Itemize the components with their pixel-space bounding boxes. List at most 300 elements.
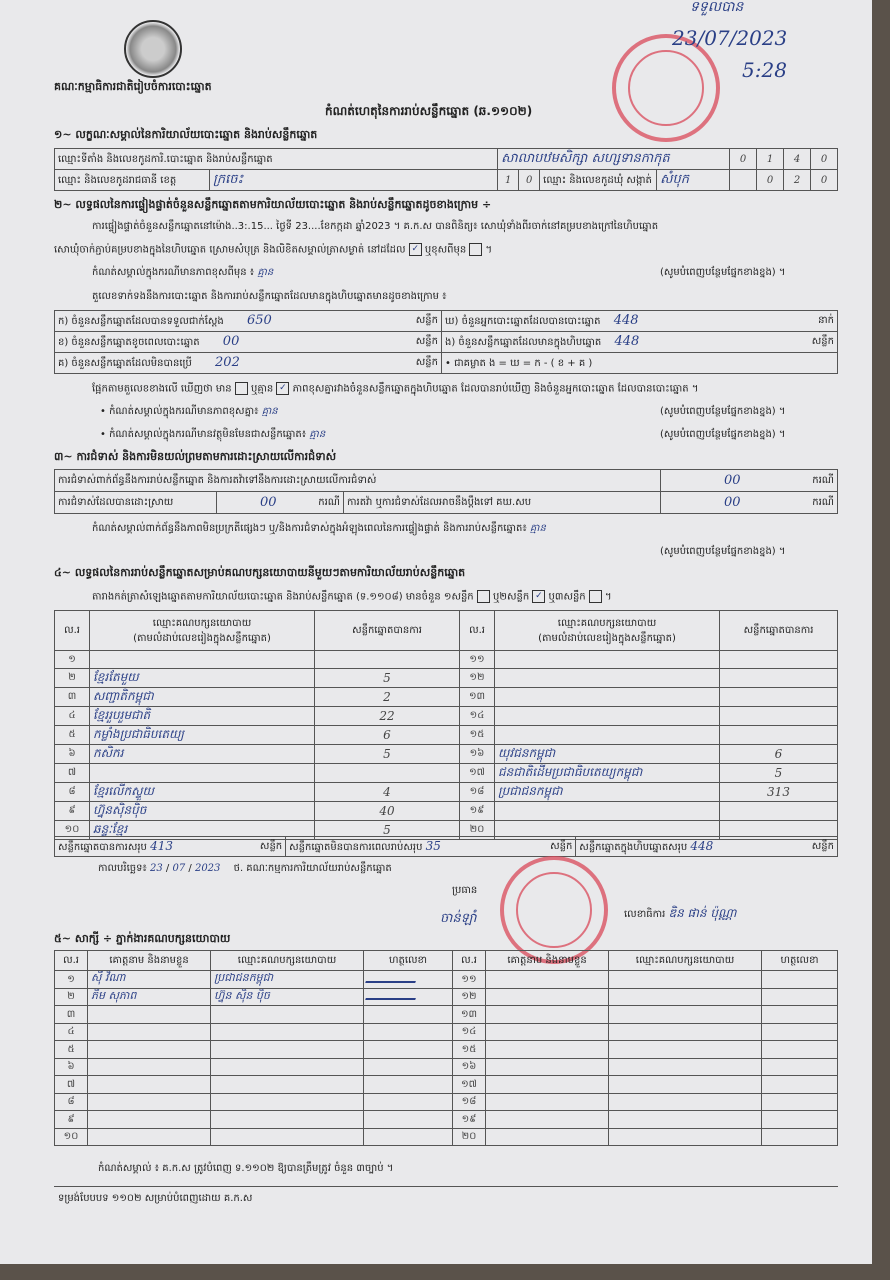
party-name: ជនជាតិដើមប្រជាធិបតេយ្យកម្ពុជា bbox=[495, 763, 720, 782]
footnote: កំណត់សម្គាល់ ៖ គ.ក.ស ត្រូវបំពេញ ទ.១១០២ ឱ្យបានត្រឹមត្រូវ ចំនួន ៣ច្បាប់ ។ bbox=[98, 1163, 394, 1174]
objection-table bbox=[54, 469, 838, 514]
note2 bbox=[100, 405, 278, 419]
party-name bbox=[495, 725, 720, 744]
row-no: ៣ bbox=[55, 687, 90, 706]
tally-c-unit: សន្លឹក bbox=[415, 357, 438, 368]
witness-no: ១ bbox=[55, 971, 88, 989]
col-votes-left: សន្លឹកឆ្នោតបានការ bbox=[315, 611, 460, 651]
date-line: កាលបរិច្ឆេទ៖ 23 / 07 / 2023 ថ. គណៈកម្មការការិយាល័យរាប់សន្លឹកឆ្នោត bbox=[98, 863, 392, 874]
two-sheet-checkbox[interactable]: ✓ bbox=[532, 590, 545, 603]
witness-no: ១០ bbox=[55, 1128, 88, 1146]
party-name: ឆន្ទៈខ្មែរ bbox=[90, 820, 315, 839]
col-party-right-sub: (តាមលំដាប់លេខរៀងក្នុងសន្លឹកឆ្នោត) bbox=[538, 632, 676, 644]
witness-row bbox=[55, 1006, 838, 1024]
witness-row bbox=[55, 1093, 838, 1111]
section4-intro-line: តារាងកត់ត្រាសំឡេងឆ្នោតតាមការិយាល័យបោះឆ្នោត និងរាប់សន្លឹកឆ្នោត (ទ.១១០៨) មានចំនួន ១សន្លឹក ឬ២សន្លឹក ✓ ឬ៣សន្លឹក ។ bbox=[92, 591, 612, 603]
witness-party bbox=[609, 1111, 762, 1129]
tally-a-unit: សន្លឹក bbox=[415, 315, 438, 326]
witness-signature bbox=[762, 1041, 838, 1059]
results-row bbox=[55, 763, 838, 782]
appeal-unit: ករណី bbox=[812, 497, 834, 508]
row-no: ៩ bbox=[55, 801, 90, 820]
section4-intro: តារាងកត់ត្រាសំឡេងឆ្នោតតាមការិយាល័យបោះឆ្នោត និងរាប់សន្លឹកឆ្នោត (ទ.១១០៨) មានចំនួន ១សន្លឹក bbox=[92, 591, 474, 603]
witness-party bbox=[609, 1041, 762, 1059]
tally-e-value: 448 bbox=[614, 334, 640, 349]
witness-col-sign-right: ហត្ថលេខា bbox=[762, 951, 838, 971]
witness-party bbox=[609, 1093, 762, 1111]
section3-note-value: គ្មាន bbox=[529, 523, 546, 534]
row-no: ១៩ bbox=[460, 801, 495, 820]
witness-signature bbox=[762, 1058, 838, 1076]
one-sheet-checkbox[interactable] bbox=[477, 590, 490, 603]
party-votes: 6 bbox=[315, 725, 460, 744]
section2-intro: តួលេខទាក់ទងនឹងការបោះឆ្នោត និងការរាប់សន្លឹកឆ្នោតដែលមានក្នុងហិបឆ្នោតមានដូចខាងក្រោម ៖ bbox=[92, 291, 447, 302]
witness-no: ១២ bbox=[453, 988, 486, 1006]
party-name: ប្រជាជនកម្ពុជា bbox=[495, 782, 720, 801]
results-row bbox=[55, 725, 838, 744]
row-no: ១៦ bbox=[460, 744, 495, 763]
total-valid bbox=[55, 837, 286, 857]
row-no: ១១ bbox=[460, 651, 495, 669]
witness-party bbox=[609, 1128, 762, 1146]
col-party-left-sub: (តាមលំដាប់លេខរៀងក្នុងសន្លឹកឆ្នោត) bbox=[133, 632, 271, 644]
witness-no: ៩ bbox=[55, 1111, 88, 1129]
witness-party bbox=[211, 1093, 364, 1111]
witness-signature bbox=[762, 1023, 838, 1041]
row-no: ៦ bbox=[55, 744, 90, 763]
witness-signature bbox=[762, 1111, 838, 1129]
witness-name bbox=[88, 1111, 211, 1129]
changed-checkbox[interactable] bbox=[469, 243, 482, 256]
witness-signature bbox=[762, 988, 838, 1006]
witness-no: ១៧ bbox=[453, 1076, 486, 1094]
total-box-value: 448 bbox=[690, 838, 714, 853]
party-votes: 4 bbox=[315, 782, 460, 801]
commune-code-2: 2 bbox=[784, 170, 811, 191]
total-valid-unit: សន្លឹក bbox=[259, 840, 283, 852]
tally-a-value: 650 bbox=[246, 313, 272, 328]
no-diff-checkbox[interactable]: ✓ bbox=[276, 382, 289, 395]
results-row bbox=[55, 687, 838, 706]
note3-label: • កំណត់សម្គាល់ក្នុងករណីមានវត្ថុមិនមែនជាសន្លឹកឆ្នោត៖ bbox=[100, 429, 307, 440]
row-no: ១៤ bbox=[460, 706, 495, 725]
tally-b-label: ខ) ចំនួនសន្លឹកឆ្នោតខូចពេលបោះឆ្នោត bbox=[58, 337, 200, 348]
section3-title: ៣~ ការជំទាស់ និងការមិនយល់ព្រមតាមការដោះស្រាយលើការជំទាស់ bbox=[54, 450, 337, 463]
emblem-logo bbox=[124, 20, 182, 78]
appeal bbox=[661, 492, 838, 514]
col-no-left: ល.រ bbox=[55, 611, 90, 651]
tally-c-label: គ) ចំនួនសន្លឹកឆ្នោតដែលមិនបានប្រើ bbox=[58, 358, 192, 369]
party-votes: 5 bbox=[315, 668, 460, 687]
witness-party bbox=[609, 988, 762, 1006]
witness-party bbox=[609, 1006, 762, 1024]
has-diff-checkbox[interactable] bbox=[235, 382, 248, 395]
witness-name bbox=[88, 1058, 211, 1076]
witness-name bbox=[486, 988, 609, 1006]
note1-hint: (សូមបំពេញបន្ថែមផ្នែកខាងខ្នង) ។ bbox=[660, 267, 786, 278]
results-table bbox=[54, 610, 838, 840]
committee-stamp bbox=[500, 856, 608, 964]
note2-hint: (សូមបំពេញបន្ថែមផ្នែកខាងខ្នង) ។ bbox=[660, 406, 786, 417]
note3 bbox=[100, 428, 325, 442]
row-no: ១៨ bbox=[460, 782, 495, 801]
commune-label: ឈ្មោះ និងលេខកូដឃុំ សង្កាត់ bbox=[540, 170, 657, 191]
results-row bbox=[55, 668, 838, 687]
section2-para1: ការផ្ទៀងផ្ទាត់ចំនួនសន្លឹកឆ្នោតនៅម៉ោង..3:.15... ថ្ងៃទី 23....ខែកក្កដា ឆ្នាំ2023 ។ គ.ក.ស បានពិនិត្យ៖ សោឃុំទាំងពីរចាក់នៅគម្របខាងក្រៅនៃហិបឆ្នោត bbox=[92, 221, 659, 232]
site-value: សាលាបឋមសិក្សា សហ្សទានកាកុត bbox=[498, 149, 730, 170]
province-value: ក្រចេះ bbox=[210, 170, 498, 191]
witness-row bbox=[55, 1041, 838, 1059]
witness-col-sign-left: ហត្ថលេខា bbox=[364, 951, 453, 971]
col-party-right bbox=[495, 611, 720, 651]
party-votes bbox=[720, 801, 838, 820]
resolved-value: 00 bbox=[260, 495, 277, 510]
witness-name bbox=[486, 1023, 609, 1041]
section1-table bbox=[54, 148, 838, 191]
witness-name bbox=[486, 1058, 609, 1076]
total-invalid-label: សន្លឹកឆ្នោតមិនបានការពេលរាប់សរុប bbox=[289, 841, 423, 853]
site-code-2: 1 bbox=[757, 149, 784, 170]
total-invalid-value: 35 bbox=[425, 838, 441, 853]
tally-b-unit: សន្លឹក bbox=[415, 336, 438, 347]
receipt-note: ទទួលបាន bbox=[690, 0, 744, 15]
witness-signature bbox=[364, 1111, 453, 1129]
row-no: ២ bbox=[55, 668, 90, 687]
witness-party bbox=[211, 1128, 364, 1146]
receipt-time: 5:28 bbox=[742, 58, 787, 82]
compare-text: ផ្អែកតាមតួលេខខាងលើ ឃើញថា មាន bbox=[92, 383, 232, 395]
witness-no: ៥ bbox=[55, 1041, 88, 1059]
witness-signature bbox=[364, 1093, 453, 1111]
witness-col-name-left: គោត្តនាម និងនាមខ្លួន bbox=[88, 951, 211, 971]
tally-row-c bbox=[55, 353, 442, 374]
footer-divider bbox=[54, 1186, 838, 1187]
appeal-label: ការតវ៉ា ឬការជំទាស់ដែលអាចនឹងប្តឹងទៅ គឃ.សប bbox=[344, 492, 661, 514]
witness-col-party-left: ឈ្មោះគណបក្សនយោបាយ bbox=[211, 951, 364, 971]
site-code-1: 0 bbox=[730, 149, 757, 170]
tally-d-label: ឃ) ចំនួនអ្នកបោះឆ្នោតដែលបានបោះឆ្នោត bbox=[445, 316, 601, 327]
witness-name: ភឹម សុភាព bbox=[88, 988, 211, 1006]
results-row bbox=[55, 801, 838, 820]
party-name bbox=[495, 687, 720, 706]
party-name: កម្លាំងប្រជាធិបតេយ្យ bbox=[90, 725, 315, 744]
row-no: ១ bbox=[55, 651, 90, 669]
tally-formula: • ជាគម្លាត ង = ឃ = ក - ( ខ + គ ) bbox=[442, 353, 838, 374]
col-party-right-title: ឈ្មោះគណបក្សនយោបាយ bbox=[557, 617, 657, 629]
witness-no: ១៤ bbox=[453, 1023, 486, 1041]
section2-para2: សោឃុំចាក់ភ្ជាប់គម្របខាងក្នុងនៃហិបឆ្នោត ស្រោមសំបុត្រ និងលិខិតសម្គាល់ត្រាសម្ងាត់ នៅដដែល ✓ ឬខុសពីមុន ។ bbox=[54, 244, 493, 256]
party-name: យុវជនកម្ពុជា bbox=[495, 744, 720, 763]
witness-signature bbox=[762, 1128, 838, 1146]
section4-title: ៤~ លទ្ធផលនៃការរាប់សន្លឹកឆ្នោតសម្រាប់គណបក្សនយោបាយនីមួយៗតាមការិយាល័យរាប់សន្លឹកឆ្នោត bbox=[54, 566, 466, 579]
witness-name bbox=[486, 1006, 609, 1024]
witness-name bbox=[88, 1128, 211, 1146]
row-no: ៧ bbox=[55, 763, 90, 782]
results-row bbox=[55, 706, 838, 725]
tally-c-value: 202 bbox=[215, 355, 240, 370]
witness-no: ១៣ bbox=[453, 1006, 486, 1024]
witness-signature bbox=[364, 1058, 453, 1076]
total-box-label: សន្លឹកឆ្នោតក្នុងហិបឆ្នោតសរុប bbox=[579, 841, 688, 853]
party-name: សញ្ជាតិកម្ពុជា bbox=[90, 687, 315, 706]
row-no: ១៥ bbox=[460, 725, 495, 744]
party-votes bbox=[720, 687, 838, 706]
footer-text: ទម្រង់បែបបទ ១១០២ សម្រាប់បំពេញដោយ គ.ក.ស bbox=[58, 1193, 253, 1204]
resolved-label: ការជំទាស់ដែលបានដោះស្រាយ bbox=[55, 492, 217, 514]
secretary-name: ឌិន ផាន់ ប៉ុណ្ណា bbox=[668, 906, 737, 920]
witness-party bbox=[211, 1111, 364, 1129]
witness-col-no-right: ល.រ bbox=[453, 951, 486, 971]
signature-scribble bbox=[365, 973, 419, 983]
tally-a-label: ក) ចំនួនសន្លឹកឆ្នោតដែលបានទទួលជាក់ស្តែង bbox=[58, 316, 224, 327]
changed-label: ឬខុសពីមុន bbox=[424, 244, 467, 256]
date-year: 2023 bbox=[194, 863, 221, 874]
party-name: ហ្វ៊ុនស៊ិនប៉ិច bbox=[90, 801, 315, 820]
witness-row bbox=[55, 1076, 838, 1094]
row-no: ៨ bbox=[55, 782, 90, 801]
appeal-value: 00 bbox=[724, 495, 741, 510]
two-sheet-label: ឬ២សន្លឹក bbox=[493, 591, 530, 603]
three-sheet-label: ឬ៣សន្លឹក bbox=[548, 591, 586, 603]
party-name bbox=[90, 651, 315, 669]
witness-party bbox=[609, 1076, 762, 1094]
party-name: ខ្មែរលើកស្ទួយ bbox=[90, 782, 315, 801]
witness-col-name-right: គោត្តនាម និងនាមខ្លួន bbox=[486, 951, 609, 971]
tally-b-value: 00 bbox=[222, 334, 240, 349]
results-totals bbox=[54, 836, 838, 857]
party-name: ខ្មែររួបរួមជាតិ bbox=[90, 706, 315, 725]
note3-hint: (សូមបំពេញបន្ថែមផ្នែកខាងខ្នង) ។ bbox=[660, 429, 786, 440]
party-votes bbox=[315, 651, 460, 669]
party-name bbox=[495, 668, 720, 687]
witness-signature bbox=[364, 1041, 453, 1059]
resolved bbox=[217, 492, 344, 514]
witness-signature bbox=[364, 1128, 453, 1146]
site-code-4: 0 bbox=[811, 149, 838, 170]
site-label: ឈ្មោះទីតាំង និងលេខកូដការិ.បោះឆ្នោត និងរាប់សន្លឹកឆ្នោត bbox=[55, 149, 498, 170]
site-code-3: 4 bbox=[784, 149, 811, 170]
witness-name bbox=[486, 1093, 609, 1111]
row-no: ៤ bbox=[55, 706, 90, 725]
three-sheet-checkbox[interactable] bbox=[589, 590, 602, 603]
resolved-unit: ករណី bbox=[318, 497, 340, 508]
party-votes: 6 bbox=[720, 744, 838, 763]
compare-none-label: ឬគ្មាន bbox=[251, 383, 274, 395]
tally-d-value: 448 bbox=[613, 313, 639, 328]
party-votes: 40 bbox=[315, 801, 460, 820]
section5-title: ៥~ សាក្សី ÷ ភ្នាក់ងារគណបក្សនយោបាយ bbox=[54, 932, 231, 945]
row-no: ១៧ bbox=[460, 763, 495, 782]
total-invalid bbox=[286, 837, 576, 857]
witness-no: ៨ bbox=[55, 1093, 88, 1111]
tally-row-a bbox=[55, 311, 442, 332]
total-box bbox=[576, 837, 838, 857]
date-month: 07 bbox=[172, 863, 186, 874]
total-box-unit: សន្លឹក bbox=[811, 840, 834, 852]
section1-title: ១~ លក្ខណៈសម្គាល់នៃការិយាល័យបោះឆ្នោត និងរាប់សន្លឹកឆ្នោត bbox=[54, 128, 318, 141]
witness-signature bbox=[364, 1076, 453, 1094]
objection-total bbox=[661, 470, 838, 492]
compare-line bbox=[92, 382, 698, 397]
party-name bbox=[90, 763, 315, 782]
row-no: ២០ bbox=[460, 820, 495, 839]
total-valid-label: សន្លឹកឆ្នោតបានការសរុប bbox=[58, 841, 147, 853]
party-votes: 2 bbox=[315, 687, 460, 706]
tally-d-unit: នាក់ bbox=[818, 315, 834, 326]
party-name bbox=[495, 801, 720, 820]
witness-no: ២០ bbox=[453, 1128, 486, 1146]
results-row bbox=[55, 782, 838, 801]
witness-no: ៣ bbox=[55, 1006, 88, 1024]
witness-row bbox=[55, 1058, 838, 1076]
tally-e-label: ង) ចំនួនសន្លឹកឆ្នោតដែលមានក្នុងហិបឆ្នោត bbox=[445, 337, 602, 348]
party-name bbox=[495, 651, 720, 669]
witness-signature bbox=[762, 1076, 838, 1094]
party-votes bbox=[315, 763, 460, 782]
note1-label: កំណត់សម្គាល់ក្នុងករណីមានភាពខុសពីមុន ៖ bbox=[92, 267, 255, 278]
objection-total-label: ការជំទាស់ពាក់ព័ន្ធនឹងការរាប់សន្លឹកឆ្នោត និងការតវ៉ាទៅនឹងការដោះស្រាយលើការជំទាស់ bbox=[55, 470, 661, 492]
party-votes: 313 bbox=[720, 782, 838, 801]
results-row bbox=[55, 651, 838, 669]
witness-name bbox=[486, 971, 609, 989]
section3-note-label: កំណត់សម្គាល់ពាក់ព័ន្ធនឹងភាពមិនប្រក្រតីផ្សេងៗ ឬ/និងការជំទាស់ក្នុងអំឡុងពេលនៃការផ្ទៀងផ្ទាត់ និងការរាប់សន្លឹកឆ្នោត៖ bbox=[92, 523, 527, 534]
org-name: គណៈកម្មាធិការជាតិរៀបចំការបោះឆ្នោត bbox=[54, 80, 212, 93]
witness-party bbox=[609, 1058, 762, 1076]
witness-no: ២ bbox=[55, 988, 88, 1006]
signature-scribble bbox=[365, 990, 419, 1000]
note2-label: • កំណត់សម្គាល់ក្នុងករណីមានភាពខុសគ្នា៖ bbox=[100, 406, 259, 417]
date-day: 23 bbox=[150, 863, 163, 874]
same-checkbox[interactable]: ✓ bbox=[409, 243, 422, 256]
witness-party bbox=[609, 1023, 762, 1041]
witness-name bbox=[88, 1041, 211, 1059]
section3-note bbox=[92, 522, 546, 536]
witness-name bbox=[88, 1093, 211, 1111]
witness-party bbox=[211, 1006, 364, 1024]
compare-rest: ភាពខុសគ្នារវាងចំនួនសន្លឹកឆ្នោតក្នុងហិបឆ្នោត ដែលបានរាប់ឃើញ និងចំនួនអ្នកបោះឆ្នោត ដែលបានបោះឆ្នោត ។ bbox=[292, 383, 699, 395]
province-label: ឈ្មោះ និងលេខកូដរាជធានី ខេត្ត bbox=[55, 170, 210, 191]
tally-row-e bbox=[442, 332, 838, 353]
party-votes bbox=[720, 725, 838, 744]
party-votes: 5 bbox=[315, 744, 460, 763]
note2-value: គ្មាន bbox=[261, 406, 278, 417]
witness-signature bbox=[364, 971, 453, 989]
witness-no: ៦ bbox=[55, 1058, 88, 1076]
party-name: កសិករ bbox=[90, 744, 315, 763]
commune-code-3: 0 bbox=[811, 170, 838, 191]
tally-row-b bbox=[55, 332, 442, 353]
witness-name bbox=[88, 1076, 211, 1094]
witness-no: ១១ bbox=[453, 971, 486, 989]
results-row bbox=[55, 744, 838, 763]
witness-name bbox=[486, 1128, 609, 1146]
receipt-stamp bbox=[612, 34, 720, 142]
objection-total-unit: ករណី bbox=[812, 475, 834, 486]
section2-title: ២~ លទ្ធផលនៃការផ្ទៀងផ្ទាត់ចំនួនសន្លឹកឆ្នោតតាមការិយាល័យបោះឆ្នោត និងរាប់សន្លឹកឆ្នោតដូចខាងក្រោម ÷ bbox=[54, 198, 492, 211]
witness-no: ១៦ bbox=[453, 1058, 486, 1076]
secretary bbox=[624, 906, 736, 922]
witness-name bbox=[486, 1041, 609, 1059]
witness-signature bbox=[762, 1006, 838, 1024]
witness-party bbox=[211, 1076, 364, 1094]
witness-signature bbox=[364, 988, 453, 1006]
witness-party bbox=[211, 1058, 364, 1076]
receipt-date: 23/07/2023 bbox=[672, 26, 788, 50]
witness-row bbox=[55, 1128, 838, 1146]
witness-no: ៧ bbox=[55, 1076, 88, 1094]
witness-name bbox=[88, 1023, 211, 1041]
witness-signature bbox=[364, 1006, 453, 1024]
witness-row bbox=[55, 988, 838, 1006]
section2-para2-text: សោឃុំចាក់ភ្ជាប់គម្របខាងក្នុងនៃហិបឆ្នោត ស្រោមសំបុត្រ និងលិខិតសម្គាល់ត្រាសម្ងាត់ នៅដដែល bbox=[54, 244, 406, 256]
witness-no: ១៩ bbox=[453, 1111, 486, 1129]
note3-value: គ្មាន bbox=[309, 429, 326, 440]
party-name: ខ្មែរតែមួយ bbox=[90, 668, 315, 687]
party-votes bbox=[720, 651, 838, 669]
total-valid-value: 413 bbox=[150, 838, 173, 853]
province-code-1: 1 bbox=[498, 170, 519, 191]
commune-value: សំបុក bbox=[657, 170, 730, 191]
party-votes: 5 bbox=[720, 763, 838, 782]
witness-name: ស៊ី វិណា bbox=[88, 971, 211, 989]
chair-name: ចាន់ឡាំ bbox=[440, 911, 477, 926]
chair-label: ប្រធាន bbox=[452, 885, 478, 896]
tally-e-unit: សន្លឹក bbox=[811, 336, 834, 347]
witness-signature bbox=[364, 1023, 453, 1041]
witness-party bbox=[211, 1041, 364, 1059]
witness-party: ប្រជាជនកម្ពុជា bbox=[211, 971, 364, 989]
party-votes bbox=[720, 668, 838, 687]
witness-table bbox=[54, 950, 838, 1146]
witness-no: ១៨ bbox=[453, 1093, 486, 1111]
row-no: ១០ bbox=[55, 820, 90, 839]
col-votes-right: សន្លឹកឆ្នោតបានការ bbox=[720, 611, 838, 651]
witness-name bbox=[486, 1076, 609, 1094]
witness-name bbox=[486, 1111, 609, 1129]
party-name bbox=[495, 706, 720, 725]
witness-party bbox=[609, 971, 762, 989]
witness-signature bbox=[762, 1093, 838, 1111]
row-no: ៥ bbox=[55, 725, 90, 744]
objection-total-value: 00 bbox=[724, 473, 741, 488]
col-party-left-title: ឈ្មោះគណបក្សនយោបាយ bbox=[152, 617, 252, 629]
section3-hint: (សូមបំពេញបន្ថែមផ្នែកខាងខ្នង) ។ bbox=[660, 546, 786, 557]
total-invalid-unit: សន្លឹក bbox=[550, 840, 573, 852]
note1-value: គ្មាន bbox=[257, 267, 274, 278]
witness-row bbox=[55, 1023, 838, 1041]
tally-row-d bbox=[442, 311, 838, 332]
date-label: កាលបរិច្ឆេទ៖ bbox=[98, 863, 147, 874]
witness-no: ៤ bbox=[55, 1023, 88, 1041]
row-no: ១២ bbox=[460, 668, 495, 687]
province-code-2: 0 bbox=[519, 170, 540, 191]
witness-col-no-left: ល.រ bbox=[55, 951, 88, 971]
col-no-right: ល.រ bbox=[460, 611, 495, 651]
witness-col-party-right: ឈ្មោះគណបក្សនយោបាយ bbox=[609, 951, 762, 971]
col-party-left bbox=[90, 611, 315, 651]
witness-party bbox=[211, 1023, 364, 1041]
witness-name bbox=[88, 1006, 211, 1024]
tally-table bbox=[54, 310, 838, 374]
witness-no: ១៥ bbox=[453, 1041, 486, 1059]
secretary-label: លេខាធិការ bbox=[624, 909, 666, 920]
party-votes bbox=[720, 706, 838, 725]
commune-code-1: 0 bbox=[757, 170, 784, 191]
witness-signature bbox=[762, 971, 838, 989]
witness-party: ហ្វ៊ុន ស៊ិន ប៉ិច bbox=[211, 988, 364, 1006]
party-votes: 5 bbox=[315, 820, 460, 839]
note1 bbox=[92, 266, 273, 280]
